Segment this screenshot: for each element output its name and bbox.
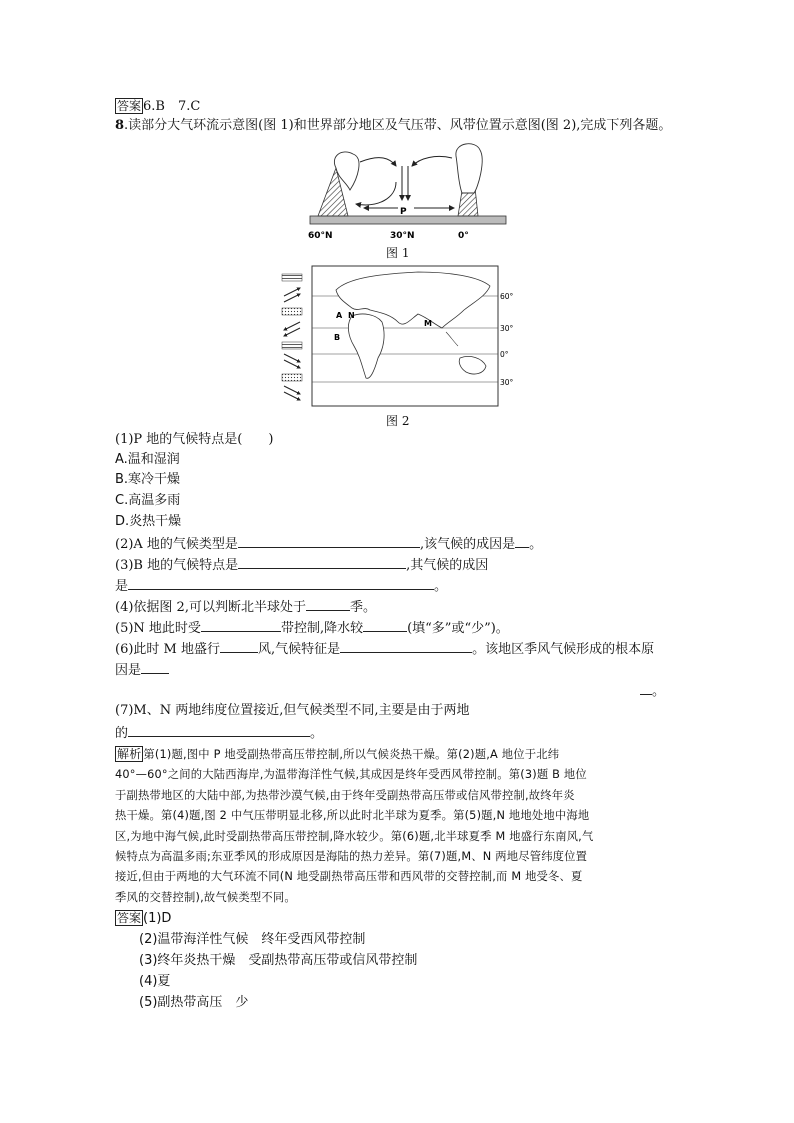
lat-60n-label: 60°N (308, 231, 333, 241)
sub6-part-a: (6)此时 M 地盛行 (115, 642, 220, 657)
blank-monsoon-cause[interactable] (141, 661, 169, 674)
point-p-label: P (400, 207, 407, 217)
final-answer-4: (4)夏 (139, 974, 171, 989)
blank-cause-b[interactable] (128, 577, 434, 590)
sub6-part-b: 风,气候特征是 (258, 642, 341, 657)
lat-label-30s: 30° (500, 378, 514, 387)
final-answer-1: 答案 (1)D (117, 911, 172, 926)
sub-question-6-end (640, 682, 665, 700)
cloud-right (456, 144, 482, 193)
point-a-label: A (336, 311, 343, 320)
option-a: A.温和湿润 (115, 452, 180, 467)
sub6-part-d: 因是 (115, 663, 142, 678)
analysis-line: 区,为地中海气候,此时受副热带高压带控制,降水较少。第(6)题,北半球夏季 M 地盛行东南风,气 (115, 829, 594, 843)
option-d: D.炎热干燥 (115, 514, 182, 529)
point-m-label: M (424, 319, 432, 328)
analysis-block (115, 745, 593, 908)
prev-answer-row (115, 99, 200, 115)
blank-climate-feature-b[interactable] (238, 556, 406, 569)
lat-label-0: 0° (500, 350, 509, 359)
sub-question-4 (115, 598, 376, 616)
analysis-line: 候特点为高温多雨;东亚季风的形成原因是海陆的热力差异。第(7)题,M、N 两地尽管纬度位置 (115, 850, 588, 864)
arrow-upper-left (360, 158, 396, 166)
analysis-line: 于副热带地区的大陆中部,为热带沙漠气候,由于终年受副热带高压带或信风带控制,故终年炎 (115, 788, 575, 802)
sub5-part-c: (填“多”或“少”)。 (407, 621, 509, 636)
figure-2-world-map (278, 262, 520, 410)
figure-1-circulation-diagram (308, 138, 508, 243)
final-answer-2: (2)温带海洋性气候 终年受西风带控制 (139, 932, 366, 947)
point-b-label: B (334, 333, 341, 342)
sub3-part-a: (3)B 地的气候特点是 (115, 558, 239, 573)
analysis-tag: 解析 (117, 747, 142, 761)
sub-question-6 (115, 640, 654, 658)
analysis-line: 解析 第(1)题,图中 P 地受副热带高压带控制,所以气候炎热干燥。第(2)题,A 地位于北纬 (117, 747, 560, 761)
sub2-part-c: 。 (529, 537, 543, 552)
lat-30n-label: 30°N (390, 231, 415, 241)
sub-question-6-cont (115, 661, 169, 679)
analysis-line: 40°—60°之间的大陆西海岸,为温带海洋性气候,其成因是终年受西风带控制。第(3)题 B 地位 (115, 768, 587, 782)
point-n-label: N (348, 311, 355, 320)
blank-precip-n[interactable] (363, 619, 407, 632)
blank-reason-mn[interactable] (128, 724, 310, 737)
blank-wind-m[interactable] (220, 640, 258, 653)
sub-question-5 (115, 619, 509, 637)
sub6-part-c: 。该地区季风气候形成的根本原 (472, 642, 655, 657)
sub-question-7: (7)M、N 两地纬度位置接近,但气候类型不同,主要是由于两地 (115, 703, 470, 718)
blank-climate-m[interactable] (340, 640, 472, 653)
question-number: 8 (115, 118, 125, 133)
analysis-line: 热干燥。第(4)题,图 2 中气压带明显北移,所以此时北半球为夏季。第(5)题,N 地地处地中海地 (115, 809, 590, 823)
lat-0-label: 0° (458, 231, 469, 241)
sub4-part-a: (4)依据图 2,可以判断北半球处于 (115, 600, 306, 615)
sub3-part-c: 是 (115, 579, 129, 594)
sub7-part-c: 。 (310, 726, 324, 741)
ground-bar (310, 216, 506, 224)
sub-question-1-stem: (1)P 地的气候特点是( ) (115, 432, 274, 447)
sub-question-3 (115, 556, 488, 574)
question-stem-text: .读部分大气环流示意图(图 1)和世界部分地区及气压带、风带位置示意图(图 2),完成下列各题。 (124, 118, 672, 133)
analysis-line: 季风的交替控制),故气候类型不同。 (115, 890, 296, 904)
blank-monsoon-cause-end[interactable] (640, 682, 652, 695)
sub4-part-b: 季。 (349, 600, 376, 615)
lat-label-30n: 30° (500, 324, 514, 333)
answer-tag: 答案 (117, 99, 142, 113)
final-answer-5: (5)副热带高压 少 (139, 995, 249, 1010)
arrow-lower-left (356, 182, 396, 205)
sub-question-3-cont (115, 577, 447, 595)
blank-climate-type-a[interactable] (238, 535, 420, 548)
sub3-part-b: ,其气候的成因 (406, 558, 489, 573)
sub5-part-b: 带控制,降水较 (280, 621, 364, 636)
blank-cause-a[interactable] (515, 535, 529, 548)
blank-belt-n[interactable] (201, 619, 281, 632)
prev-answers-text: 6.B 7.C (143, 99, 201, 114)
figure-2-caption: 图 2 (386, 414, 410, 428)
sub2-part-a: (2)A 地的气候类型是 (115, 537, 238, 552)
arrow-upper-right (412, 156, 452, 166)
final-answer-3: (3)终年炎热干燥 受副热带高压带或信风带控制 (139, 953, 418, 968)
option-b: B.寒冷干燥 (115, 472, 181, 487)
question-8-stem (115, 118, 671, 134)
sub7-part-b: 的 (115, 726, 129, 741)
sub2-part-b: ,该气候的成因是 (419, 537, 516, 552)
sub3-part-d: 。 (434, 579, 448, 594)
sub5-part-a: (5)N 地此时受 (115, 621, 201, 636)
sub6-part-e: 。 (652, 684, 666, 699)
belt-legend (282, 274, 302, 400)
final-answer-tag: 答案 (117, 911, 142, 925)
figure-1-caption: 图 1 (386, 246, 410, 260)
option-c: C.高温多雨 (115, 493, 181, 508)
blank-season[interactable] (306, 598, 350, 611)
analysis-line: 接近,但由于两地的大气环流不同(N 地受副热带高压带和西风带的交替控制,而 M 地受冬、夏 (115, 870, 583, 884)
sub-question-7-cont (115, 724, 323, 742)
sub-question-2 (115, 535, 542, 553)
lat-label-60: 60° (500, 292, 514, 301)
